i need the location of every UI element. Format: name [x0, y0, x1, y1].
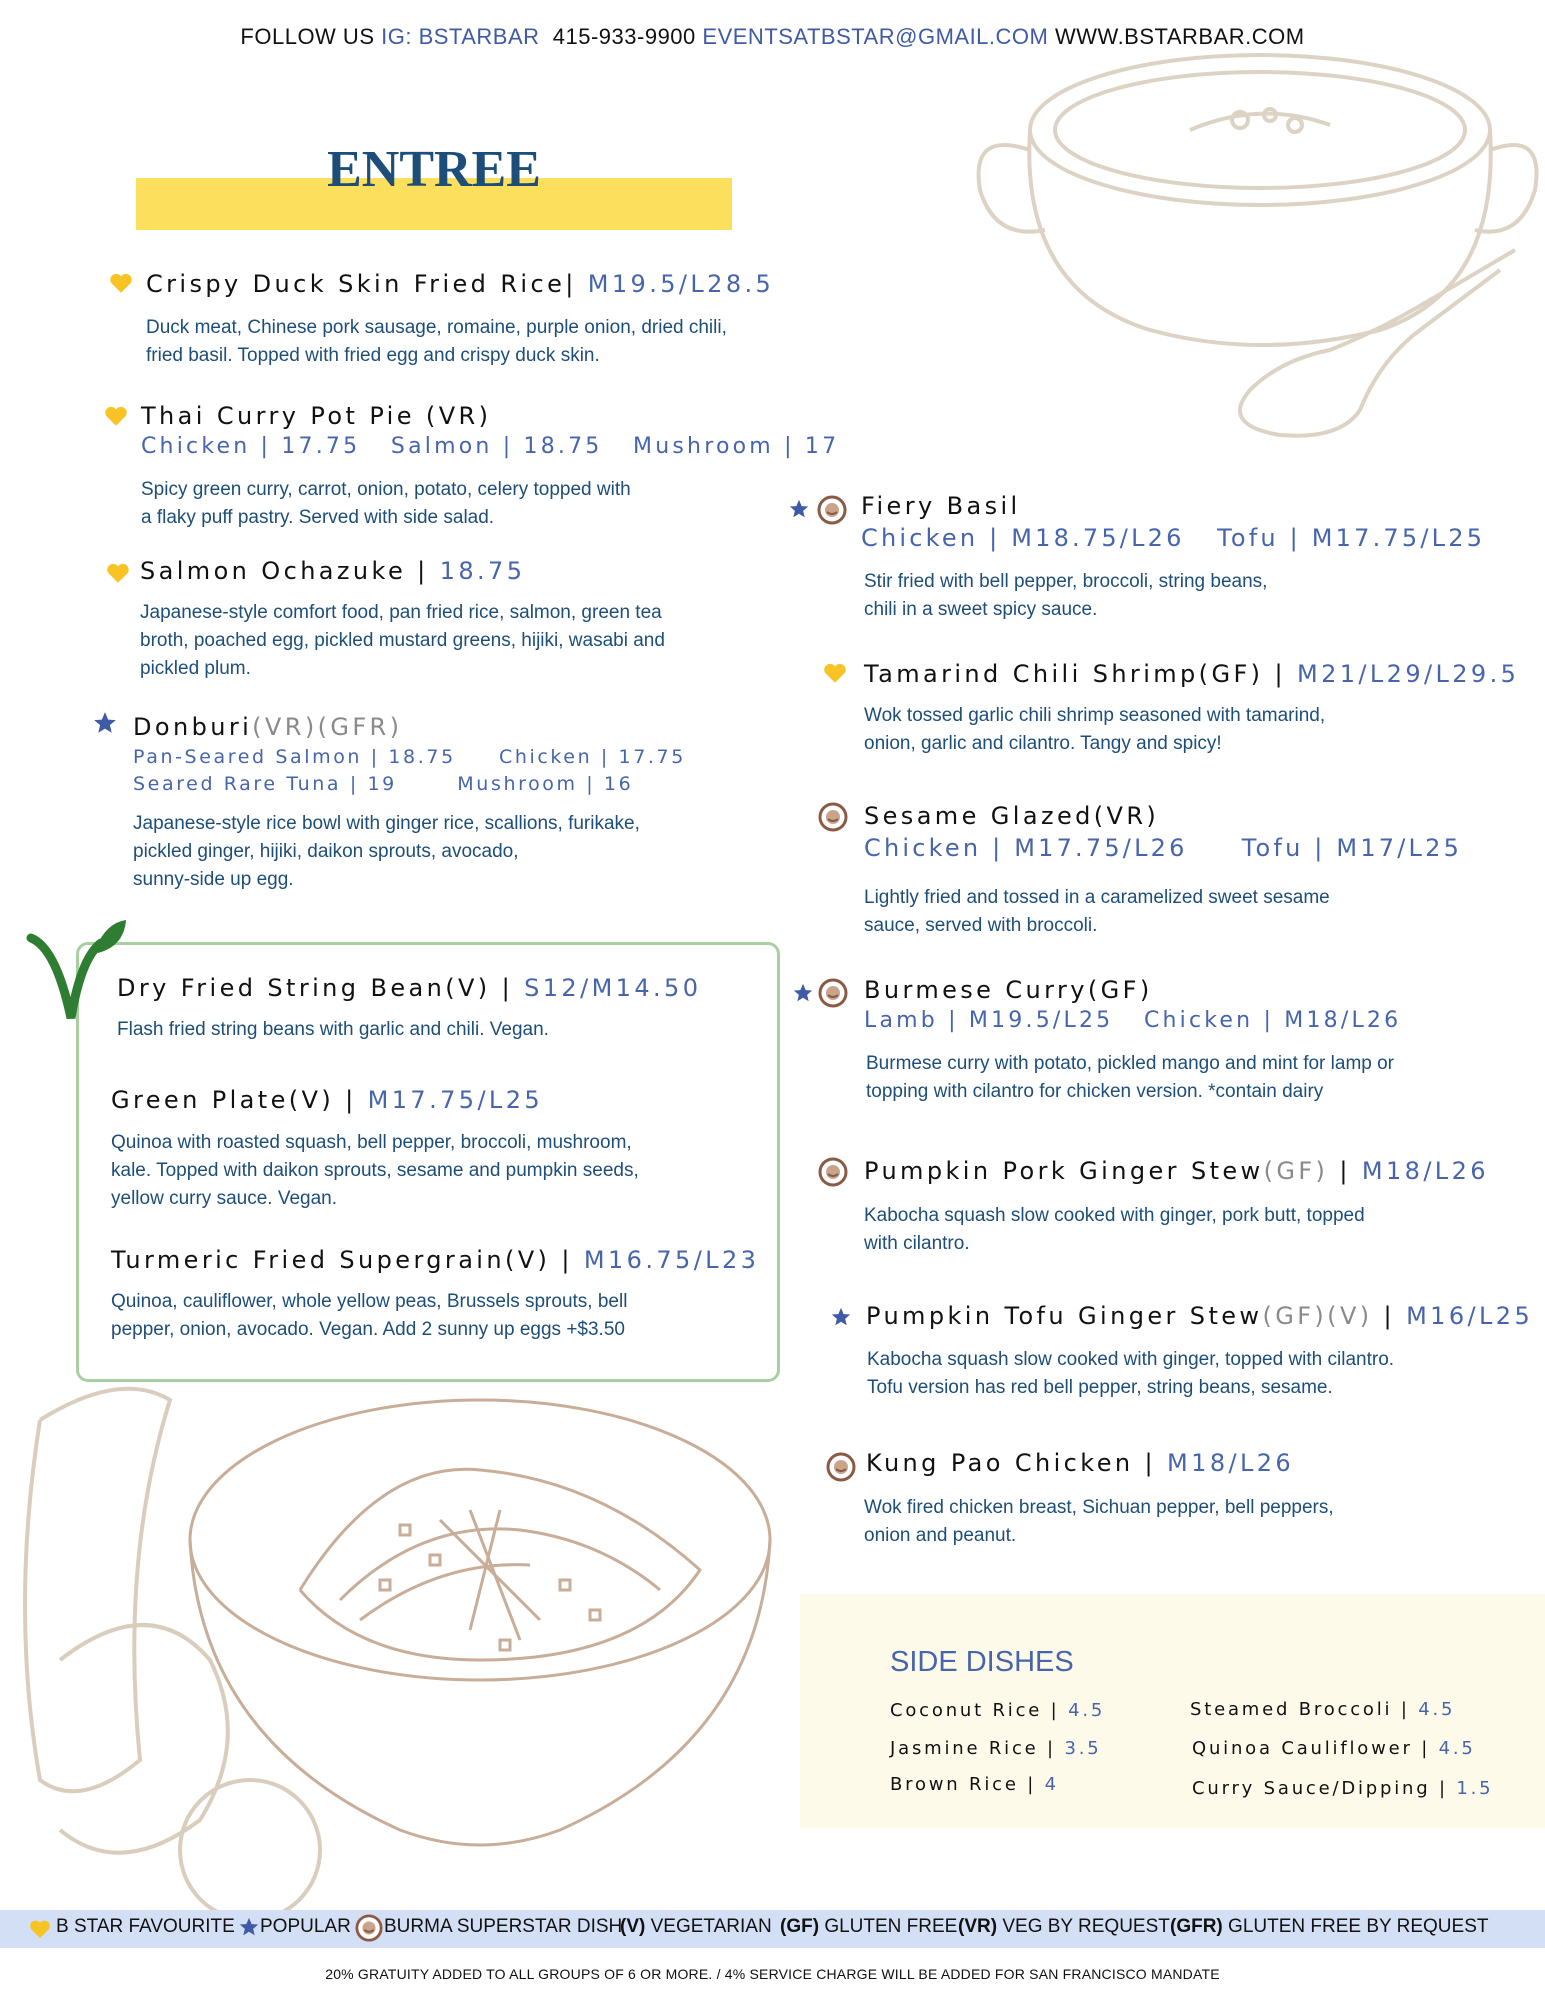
follow-label: FOLLOW US [240, 24, 375, 49]
heart-icon [105, 560, 131, 586]
menu-item-options: Seared Rare Tuna | 19 Mushroom | 16 [133, 773, 634, 795]
legend-favourite: B STAR FAVOURITE [56, 1916, 235, 1937]
legend-popular: POPULAR [260, 1916, 351, 1937]
star-icon [792, 982, 814, 1004]
menu-item-options: Chicken | M17.75/L26 Tofu | M17/L25 [864, 834, 1463, 862]
menu-item-desc: Wok tossed garlic chili shrimp seasoned with tamarind, onion, garlic and cilantro. Tangy and spicy! [864, 705, 1326, 754]
menu-item-desc: Kabocha squash slow cooked with ginger, pork butt, topped with cilantro. [864, 1205, 1365, 1254]
star-icon [238, 1916, 260, 1938]
side-dishes-title: SIDE DISHES [890, 1646, 1074, 1678]
website-url[interactable]: WWW.BSTARBAR.COM [1054, 24, 1305, 49]
menu-item-desc: Japanese-style comfort food, pan fried rice, salmon, green tea broth, poached egg, pickled mustard greens, hijiki, wasabi and pickled plum. [140, 602, 665, 679]
phone-number[interactable]: 415-933-9900 [552, 24, 696, 49]
menu-item-desc: Lightly fried and tossed in a caramelized sweet sesame sauce, served with broccoli. [864, 887, 1330, 936]
menu-item-name: Donburi(VR)(GFR) [133, 713, 403, 741]
menu-item-name: Green Plate(V) | M17.75/L25 [111, 1086, 544, 1114]
legend-gf-request: (GFR) GLUTEN FREE BY REQUEST [1170, 1916, 1489, 1937]
menu-item-name: Pumpkin Tofu Ginger Stew(GF)(V) | M16/L25 [866, 1302, 1534, 1330]
menu-item-name: Sesame Glazed(VR) [864, 802, 1160, 830]
email-address[interactable]: EVENTSATBSTAR@GMAIL.COM [702, 24, 1049, 49]
menu-item-name: Tamarind Chili Shrimp(GF) | M21/L29/L29.5 [864, 660, 1520, 688]
legend-gluten-free: (GF) GLUTEN FREE [780, 1916, 958, 1937]
section-title: ENTREE [327, 141, 541, 198]
burma-superstar-icon [818, 802, 848, 832]
menu-item-name: Crispy Duck Skin Fried Rice| M19.5/L28.5 [146, 270, 775, 298]
menu-item-options: Lamb | M19.5/L25 Chicken | M18/L26 [864, 1008, 1402, 1033]
menu-item-name: Burmese Curry(GF) [864, 976, 1153, 1004]
side-dish-item: Curry Sauce/Dipping | 1.5 [1192, 1778, 1494, 1799]
burma-superstar-icon [826, 1452, 856, 1482]
menu-item-name: Turmeric Fried Supergrain(V) | M16.75/L23 [111, 1246, 760, 1274]
burma-superstar-icon [355, 1914, 383, 1942]
menu-item-desc: Japanese-style rice bowl with ginger rice, scallions, furikake, pickled ginger, hijiki, daikon sprouts, avocado, sunny-side up egg. [133, 813, 640, 890]
gratuity-footer: 20% GRATUITY ADDED TO ALL GROUPS OF 6 OR MORE. / 4% SERVICE CHARGE WILL BE ADDED FOR SAN FRANCISCO MANDATE [325, 1966, 1220, 1982]
heart-icon [28, 1917, 52, 1941]
menu-item-name: Fiery Basil [861, 492, 1021, 520]
star-icon [830, 1306, 852, 1328]
heart-icon [108, 270, 134, 296]
menu-item-desc: Quinoa with roasted squash, bell pepper, broccoli, mushroom, kale. Topped with daikon sprouts, sesame and pumpkin seeds, yellow curry sauce. Vegan. [111, 1132, 639, 1209]
menu-item-name: Thai Curry Pot Pie (VR) [141, 402, 492, 430]
star-icon [788, 498, 810, 520]
heart-icon [103, 403, 129, 429]
menu-item-desc: Stir fried with bell pepper, broccoli, string beans, chili in a sweet spicy sauce. [864, 571, 1268, 620]
menu-item-name: Dry Fried String Bean(V) | S12/M14.50 [117, 974, 702, 1002]
menu-item-name: Pumpkin Pork Ginger Stew(GF) | M18/L26 [864, 1157, 1489, 1185]
burma-superstar-icon [817, 495, 847, 525]
burma-superstar-icon [818, 1157, 848, 1187]
menu-item-name: Kung Pao Chicken | M18/L26 [866, 1449, 1295, 1477]
side-dish-item: Quinoa Cauliflower | 4.5 [1192, 1738, 1476, 1759]
noodle-bowl-illustration [0, 1360, 800, 1910]
side-dish-item: Coconut Rice | 4.5 [890, 1700, 1106, 1721]
legend-vegetarian: (V) VEGETARIAN [620, 1916, 772, 1937]
menu-item-desc: Flash fried string beans with garlic and chili. Vegan. [117, 1019, 549, 1040]
side-dish-item: Brown Rice | 4 [890, 1774, 1059, 1795]
burma-superstar-icon [818, 978, 848, 1008]
instagram-handle[interactable]: IG: BSTARBAR [381, 24, 540, 49]
menu-item-desc: Wok fired chicken breast, Sichuan pepper, bell peppers, onion and peanut. [864, 1497, 1334, 1546]
vegan-v-icon [26, 918, 131, 1028]
legend-veg-request: (VR) VEG BY REQUEST [958, 1916, 1170, 1937]
side-dish-item: Steamed Broccoli | 4.5 [1190, 1699, 1456, 1720]
menu-item-desc: Duck meat, Chinese pork sausage, romaine, purple onion, dried chili, fried basil. Topped with fried egg and crispy duck skin. [146, 317, 727, 366]
heart-icon [822, 660, 848, 686]
menu-item-desc: Quinoa, cauliflower, whole yellow peas, Brussels sprouts, bell pepper, onion, avocado. Vegan. Add 2 sunny up eggs +$3.50 [111, 1291, 628, 1340]
menu-item-desc: Burmese curry with potato, pickled mango and mint for lamp or topping with cilantro for chicken version. *contain dairy [866, 1053, 1395, 1102]
side-dish-item: Jasmine Rice | 3.5 [890, 1738, 1102, 1759]
menu-item-desc: Spicy green curry, carrot, onion, potato, celery topped with a flaky puff pastry. Served with side salad. [141, 479, 631, 528]
legend-burma: BURMA SUPERSTAR DISH [384, 1916, 623, 1937]
star-icon [92, 710, 118, 736]
menu-item-name: Salmon Ochazuke | 18.75 [140, 557, 526, 585]
contact-header [0, 24, 1545, 50]
menu-item-options: Chicken | M18.75/L26 Tofu | M17.75/L25 [861, 524, 1486, 552]
menu-item-options: Pan-Seared Salmon | 18.75 Chicken | 17.75 [133, 746, 686, 768]
menu-item-desc: Kabocha squash slow cooked with ginger, topped with cilantro. Tofu version has red bell pepper, string beans, sesame. [867, 1349, 1395, 1398]
soup-pot-illustration [960, 30, 1545, 450]
menu-item-options: Chicken | 17.75 Salmon | 18.75 Mushroom | 17 [141, 434, 840, 459]
